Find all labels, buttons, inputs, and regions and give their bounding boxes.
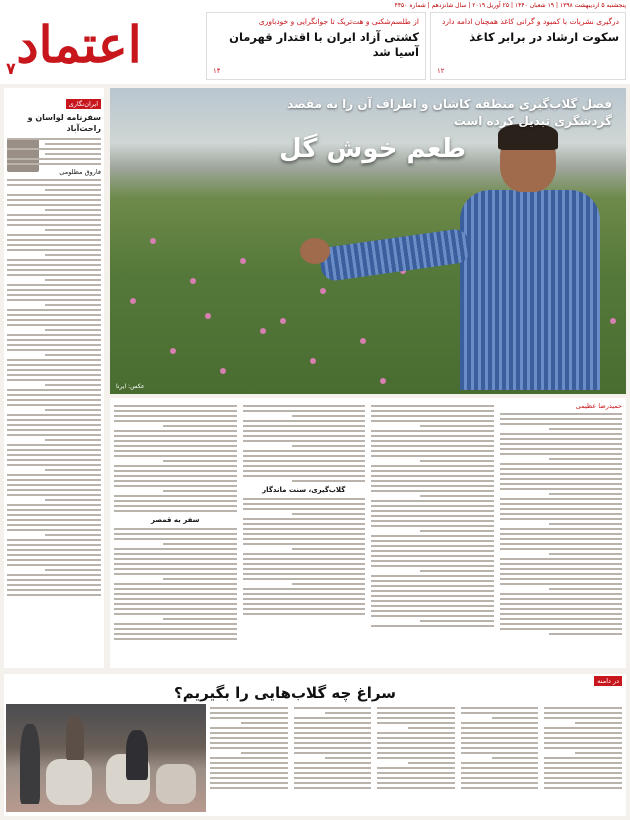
headline-page: ۱۲ <box>437 67 445 75</box>
bottom-section-label: در دامنه <box>594 676 622 686</box>
headline-kicker: از طلسم‌شکنی و هت‌تریک تا جوانگرایی و خودباوری <box>258 17 419 26</box>
headline-title: کشتی آزاد ایران با اقتدار قهرمان آسیا شد <box>229 30 419 59</box>
headline-page: ۱۴ <box>213 67 221 75</box>
photo-subtitle: فصل گلاب‌گیری منطقه کاشان و اطراف آن را به مقصد گردشگری تبدیل کرده است <box>287 97 612 128</box>
headline-box-paper[interactable] <box>430 12 626 80</box>
masthead <box>0 0 630 84</box>
sidebar-column <box>4 88 104 668</box>
sidebar-body <box>7 179 101 596</box>
bottom-columns <box>210 704 622 812</box>
article-byline: حمیدرضا عظیمی <box>575 402 622 410</box>
headline-kicker: درگیری نشریات با کمبود و گرانی کاغذ همچنان ادامه دارد <box>442 17 619 26</box>
bottom-photo[interactable] <box>6 704 206 812</box>
article-body <box>110 398 626 668</box>
article-column <box>114 402 237 664</box>
article-subhead: گلاب‌گیری، سنت ماندگار <box>262 486 346 494</box>
farmer-figure <box>440 128 600 388</box>
page-number: ۷ <box>6 59 16 78</box>
photo-credit: عکس: ایرنا <box>116 383 145 390</box>
bottom-story-title[interactable]: سراغ چه گلاب‌هایی را بگیریم؟ <box>174 684 396 702</box>
sidebar-text <box>7 138 101 165</box>
sidebar-author: فاروق مظلومی <box>59 168 101 176</box>
dateline: پنجشنبه ۵ اردیبهشت ۱۳۹۸ | ۱۹ شعبان ۱۴۴۰ | ۲۵ آوریل ۲۰۱۹ | سال شانزدهم | شماره ۴۴۵۰ <box>394 2 626 9</box>
sidebar-title[interactable]: سفرنامه لواسان و راحت‌آباد <box>27 113 101 133</box>
headline-title: سکوت ارشاد در برابر کاغذ <box>469 30 619 44</box>
article-column <box>500 402 623 664</box>
main-photo[interactable] <box>110 88 626 394</box>
photo-title: طعم خوش گل <box>279 134 466 164</box>
article-column <box>243 402 366 664</box>
article-subhead: سفر به قمصر <box>150 516 200 524</box>
newspaper-logo: اعتماد <box>16 15 142 74</box>
headline-box-wrestling[interactable] <box>206 12 426 80</box>
article-column <box>371 402 494 664</box>
sidebar-section-label: ایران‌نگاری <box>66 99 101 109</box>
bottom-story <box>4 674 626 816</box>
